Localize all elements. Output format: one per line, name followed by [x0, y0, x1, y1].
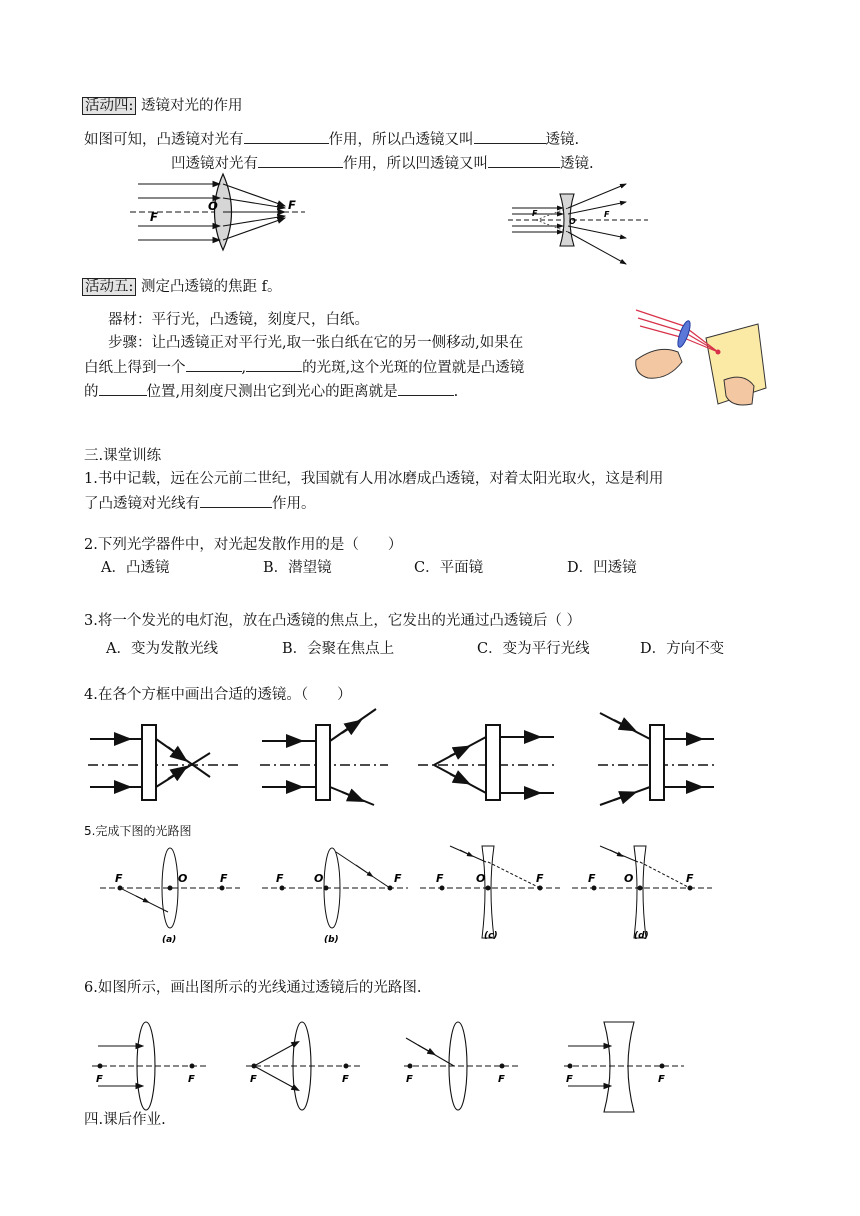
convex-focal-left-label: F: [150, 210, 158, 224]
q4-box-1[interactable]: [88, 725, 238, 800]
convex-center-label: O: [208, 199, 218, 213]
q5b-o: O: [314, 872, 324, 885]
q5-label-c: (c): [484, 931, 498, 941]
q5-diagram-d[interactable]: [572, 846, 712, 938]
q3-option-c[interactable]: C．变为平行光线: [477, 641, 590, 657]
concave-center-label: O: [569, 217, 576, 226]
activity4-line2-text-a: 凹透镜对光有: [171, 156, 258, 172]
q4-box-4[interactable]: [598, 713, 718, 805]
q5b-f-right: F: [394, 872, 402, 885]
q3-option-a[interactable]: A．变为发散光线: [106, 641, 218, 657]
activity4-heading: [82, 96, 243, 116]
activity5-title: 测定凸透镜的焦距 f。: [141, 279, 282, 295]
activity5-steps-2: [84, 357, 524, 378]
q4-box-3[interactable]: [418, 725, 558, 800]
q5b-f-left: F: [276, 872, 284, 885]
q6-stem: 6.如图所示，画出图所示的光线通过透镜后的光路图.: [84, 980, 422, 996]
q3-option-d[interactable]: D．方向不变: [640, 641, 725, 657]
q6-diagrams: [88, 1016, 688, 1116]
q1-line2-text-a: 了凸透镜对光线有: [84, 496, 200, 512]
blank-focal-distance[interactable]: [398, 381, 454, 396]
q5d-f-left: F: [588, 872, 596, 885]
activity4-line1-text-a: 如图可知，凸透镜对光有: [84, 132, 244, 148]
activity5-steps-3-text-a: 的: [84, 384, 99, 400]
q5c-f-left: F: [436, 872, 444, 885]
blank-concave-effect[interactable]: [258, 153, 343, 168]
activity5-materials: 器材：平行光，凸透镜，刻度尺，白纸。: [108, 312, 369, 328]
q5a-o: O: [178, 872, 188, 885]
blank-spot-1[interactable]: [186, 357, 242, 372]
activity4-line1: [84, 129, 579, 150]
q5a-f-left: F: [115, 872, 123, 885]
blank-spot-2[interactable]: [246, 357, 302, 372]
q5-diagram-c[interactable]: [420, 846, 560, 938]
activity5-steps-3-text-b: 位置,用刻度尺测出它到光心的距离就是: [146, 384, 398, 400]
q2-option-b[interactable]: B．潜望镜: [263, 560, 332, 576]
q5c-f-right: F: [536, 872, 544, 885]
activity5-steps-3-text-c: .: [453, 384, 459, 400]
q1-line2-text-b: 作用。: [272, 496, 316, 512]
q6-diagram-4[interactable]: [564, 1022, 684, 1112]
q5c-o: O: [476, 872, 486, 885]
focal-length-experiment-illustration: [628, 300, 768, 410]
blank-q1[interactable]: [200, 493, 272, 508]
q2-option-a[interactable]: A．凸透镜: [101, 560, 170, 576]
q2-option-c[interactable]: C．平面镜: [414, 560, 484, 576]
q6d1-f-left: F: [96, 1074, 103, 1085]
concave-focal-left-label: F: [532, 209, 538, 218]
activity4-title: 透镜对光的作用: [141, 98, 243, 114]
activity5-label: 活动五:: [82, 278, 136, 296]
concave-focal-right-label: F: [604, 210, 610, 219]
q5-label-b: (b): [324, 935, 339, 945]
section4-title: 四.课后作业.: [84, 1112, 166, 1128]
q5-label-a: (a): [162, 935, 177, 945]
q2-option-d[interactable]: D．凹透镜: [567, 560, 637, 576]
blank-convex-name[interactable]: [474, 129, 546, 144]
blank-concave-name[interactable]: [488, 153, 560, 168]
activity4-line2: [171, 153, 594, 174]
q5d-f-right: F: [686, 872, 694, 885]
q3-option-b[interactable]: B．会聚在焦点上: [282, 641, 395, 657]
activity4-line1-text-b: 作用，所以凸透镜又叫: [328, 132, 474, 148]
activity4-line2-text-c: 透镜.: [560, 156, 594, 172]
q5d-o: O: [624, 872, 634, 885]
q1-line2: [84, 493, 316, 514]
q6d3-f-left: F: [406, 1074, 413, 1085]
q6-diagram-2[interactable]: [246, 1022, 360, 1110]
convex-lens-diagram: [130, 172, 310, 252]
q6d4-f-right: F: [658, 1074, 665, 1085]
q6d2-f-left: F: [250, 1074, 257, 1085]
q4-stem: 4.在各个方框中画出合适的透镜。（ ）: [84, 687, 352, 703]
activity4-line1-text-c: 透镜.: [545, 132, 580, 148]
convex-focal-right-label: F: [288, 198, 296, 212]
activity5-steps-2-text-c: 的光斑,这个光斑的位置就是凸透镜: [302, 360, 525, 376]
activity5-steps-2-text-a: 白纸上得到一个: [84, 360, 186, 376]
q6d2-f-right: F: [342, 1074, 349, 1085]
activity4-line2-text-b: 作用，所以凹透镜又叫: [343, 156, 488, 172]
blank-position[interactable]: [99, 381, 147, 396]
q5a-f-right: F: [220, 872, 228, 885]
activity4-label: 活动四:: [82, 97, 136, 115]
q4-box-2[interactable]: [260, 709, 388, 805]
q6d1-f-right: F: [188, 1074, 195, 1085]
q5-label-d: (d): [634, 931, 649, 941]
q6d3-f-right: F: [498, 1074, 505, 1085]
q5-diagrams: [100, 842, 720, 946]
q6d4-f-left: F: [566, 1074, 573, 1085]
concave-lens-diagram: [508, 180, 648, 270]
q4-diagrams: [88, 705, 738, 805]
activity5-steps-2-text-b: ,: [241, 360, 247, 376]
q5-stem: 5.完成下图的光路图: [84, 824, 192, 838]
activity5-heading: [82, 277, 281, 297]
blank-convex-effect[interactable]: [244, 129, 329, 144]
activity5-steps-3: [84, 381, 458, 402]
section3-title: 三.课堂训练: [84, 448, 162, 464]
activity5-steps-1: 步骤：让凸透镜正对平行光,取一张白纸在它的另一侧移动,如果在: [108, 335, 524, 351]
q3-stem: 3.将一个发光的电灯泡，放在凸透镜的焦点上，它发出的光通过凸透镜后（ ）: [84, 613, 581, 629]
q1-line1: 1.书中记载，远在公元前二世纪，我国就有人用冰磨成凸透镜，对着太阳光取火，这是利用: [84, 471, 664, 487]
q2-stem: 2.下列光学器件中，对光起发散作用的是（ ）: [84, 537, 403, 553]
